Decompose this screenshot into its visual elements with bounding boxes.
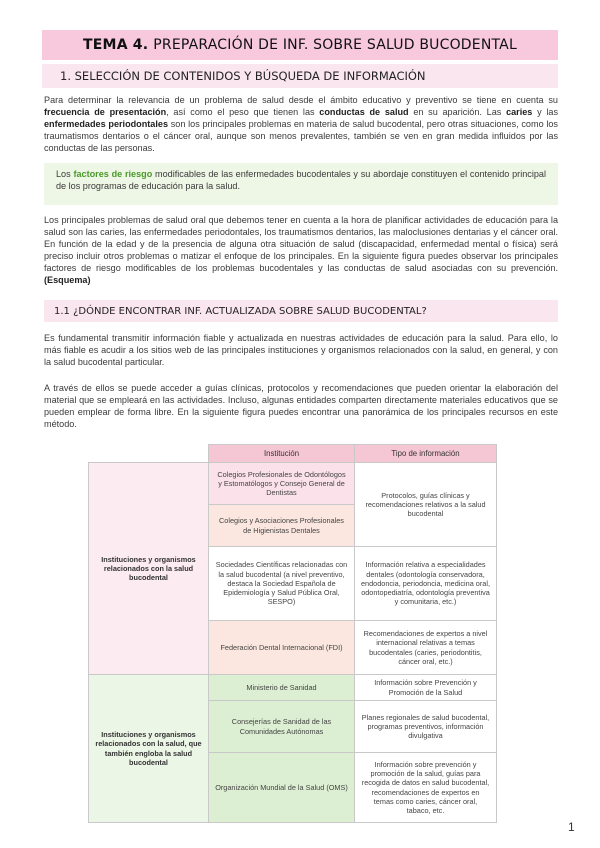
tema-label: TEMA 4. [83, 37, 149, 53]
para-bold: enfermedades periodontales [44, 119, 169, 130]
para-text: Los principales problemas de salud oral que debemos tener en cuenta a la hora de planificar actividades de educación para la salud son las caries, las enfermedades periodontales, los traumatismos dentarios, las maloclusiones dentarias y el cáncer oral. En función de la edad y de la presencia de alguna otra situación de salud (discapacidad, enfermedad mental o física) será preciso incluir otros problemas o matizar el enfoque de los principales. En la siguiente figura puedes observar los principales factores de riesgo modificables de los problemas bucodentales y las conductas de salud asociadas con su prevención. [44, 215, 558, 274]
resources-table [88, 444, 497, 823]
table-header-row [89, 445, 497, 463]
info-cell: Planes regionales de salud bucodental, programas preventivos, información divulgativa [355, 701, 497, 753]
intro-paragraph [44, 94, 558, 154]
info-cell: Información sobre prevención y promoción de la salud, guías para recogida de datos en salud bucodental, recomendaciones de expertos en temas como caries, cáncer oral, tabaco, etc. [355, 753, 497, 823]
table-row [89, 675, 497, 701]
institution-cell: Consejerías de Sanidad de las Comunidades Autónomas [209, 701, 355, 753]
institution-cell: Federación Dental Internacional (FDI) [209, 621, 355, 675]
group-salud-general: Instituciones y organismos relacionados con la salud, que también engloba la salud bucodental [89, 675, 209, 823]
subsection-title: 1.1 ¿DÓNDE ENCONTRAR INF. ACTUALIZADA SOBRE SALUD BUCODENTAL? [54, 305, 427, 317]
esquema-link: (Esquema) [44, 275, 91, 286]
note-text: modificables de las enfermedades bucodentales y su abordaje constituyen el contenido principal de los programas de educación para la salud. [56, 169, 546, 192]
para-text: son los principales problemas en materia de salud bucodental, pero otras situaciones, como los traumatismos dentarios o el cáncer oral, aunque son menos prevalentes, también se ven en gran medida influidos por las conductas de las personas. [44, 119, 558, 154]
para-text: y las [532, 107, 558, 118]
institution-cell: Ministerio de Sanidad [209, 675, 355, 701]
para-text: , así como el peso que tienen las [166, 107, 320, 118]
table-row [89, 463, 497, 505]
note-highlight: factores de riesgo [73, 169, 153, 179]
subsection-heading [44, 300, 558, 322]
note-text: Los [56, 169, 74, 179]
group-bucodental: Instituciones y organismos relacionados con la salud bucodental [89, 463, 209, 675]
para-bold: caries [506, 107, 533, 118]
risk-factors-note [44, 163, 558, 205]
resources-paragraph [44, 382, 558, 430]
header-institucion: Institución [209, 445, 355, 463]
para-text: Es fundamental transmitir información fiable y actualizada en nuestras actividades de educación para la salud. Para ello, lo más fiable es acudir a los sitios web de las principales instituciones y organismos relacionados con la salud, en general, y con la salud bucodental particular. [44, 333, 558, 368]
section-title: 1. SELECCIÓN DE CONTENIDOS Y BÚSQUEDA DE INFORMACIÓN [60, 69, 426, 83]
info-cell: Recomendaciones de expertos a nivel internacional relativas a temas bucodentales (caries, periodontitis, cáncer oral, etc.) [355, 621, 497, 675]
info-cell: Información sobre Prevención y Promoción de la Salud [355, 675, 497, 701]
info-paragraph [44, 332, 558, 368]
page-title [42, 30, 558, 60]
problems-paragraph [44, 214, 558, 287]
info-cell: Información relativa a especialidades dentales (odontología conservadora, endodoncia, periodoncia, medicina oral, odontopediatría, odontología preventiva y comunitaria, etc.) [355, 547, 497, 621]
para-bold: frecuencia de presentación [44, 107, 167, 118]
institution-cell: Sociedades Científicas relacionadas con la salud bucodental (a nivel preventivo, destaca la Sociedad Española de Epidemiología y Salud Pública Oral, SESPO) [209, 547, 355, 621]
institution-cell: Colegios y Asociaciones Profesionales de Higienistas Dentales [209, 505, 355, 547]
page-number: 1 [568, 820, 575, 834]
section-heading [42, 64, 558, 88]
para-text: Para determinar la relevancia de un problema de salud desde el ámbito educativo y preventivo se tiene en cuenta su [44, 95, 558, 105]
institution-cell: Organización Mundial de la Salud (OMS) [209, 753, 355, 823]
para-text: A través de ellos se puede acceder a guías clínicas, protocolos y recomendaciones que pueden orientar la elaboración del material que se empleará en las actividades. Incluso, algunas entidades comparten directamente materiales educativos que se pueden emplear de forma libre. En la siguiente figura puedes encontrar una panorámica de los principales recursos en este método. [44, 383, 558, 430]
para-bold: conductas de salud [319, 107, 409, 118]
info-cell: Protocolos, guías clínicas y recomendaciones relativos a la salud bucodental [355, 463, 497, 547]
header-tipo-informacion: Tipo de información [355, 445, 497, 463]
para-text: en su aparición. Las [408, 107, 507, 118]
tema-title: PREPARACIÓN DE INF. SOBRE SALUD BUCODENTAL [153, 37, 517, 53]
institution-cell: Colegios Profesionales de Odontólogos y Estomatólogos y Consejo General de Dentistas [209, 463, 355, 505]
table-corner [89, 445, 209, 463]
